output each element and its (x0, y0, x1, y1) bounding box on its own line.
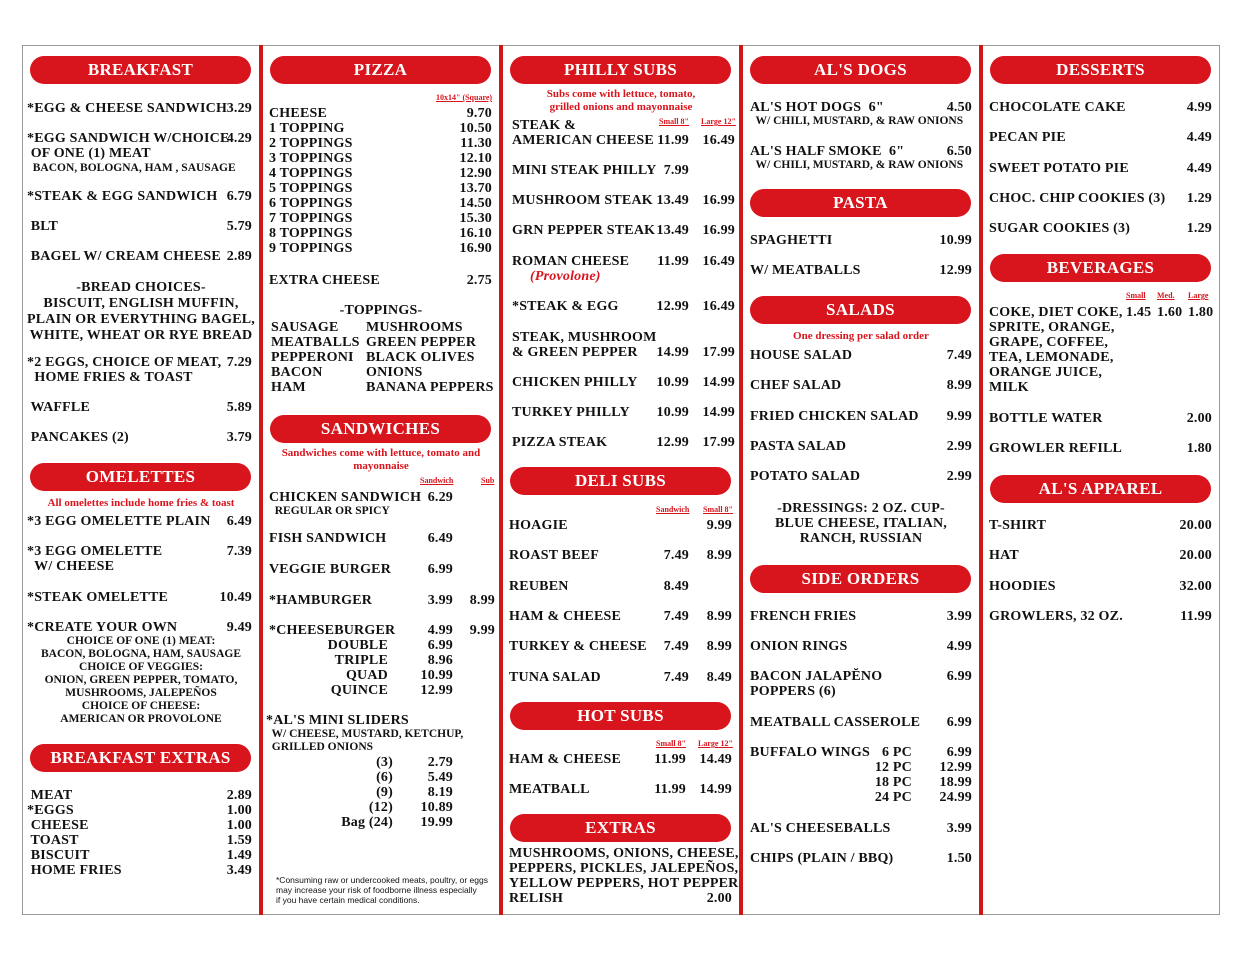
create-your-own-line: CHOICE OF CHEESE: (81, 700, 201, 712)
wings-count: 24 PC (874, 790, 912, 805)
philly-large-price: 16.49 (702, 299, 735, 314)
wings-count: 12 PC (874, 760, 912, 775)
disclaimer-line: *Consuming raw or undercooked meats, poultry, or eggs (276, 875, 488, 885)
breakfast-extra-item-name: CHEESE (27, 818, 89, 833)
philly-note: grilled onions and mayonnaise (549, 101, 693, 113)
hot-small-price: 11.99 (654, 782, 686, 797)
side-item-price: 3.99 (946, 609, 972, 624)
deli-item-name: HAM & CHEESE (509, 608, 622, 624)
deli-sandwich-price: 7.49 (663, 608, 689, 624)
breakfast-extra-item-price: 3.49 (226, 863, 252, 878)
side-item-price: 3.99 (946, 821, 972, 836)
topping-right: BLACK OLIVES (366, 350, 475, 365)
pizza-item-price: 15.30 (459, 211, 492, 226)
deli-item-name: TURKEY & CHEESE (509, 639, 647, 655)
dessert-item-price: 4.99 (1186, 100, 1212, 115)
hot-col-large: Large 12" (698, 739, 733, 748)
side-item-price: 6.99 (946, 669, 972, 684)
sandwich-item-name: FISH SANDWICH (269, 531, 387, 546)
philly-subs-header: PHILLY SUBS (510, 56, 731, 84)
side-item-name: BACON JALAPĔNO (750, 669, 883, 684)
breakfast-extra-item-price: 1.59 (226, 833, 252, 848)
philly-small-price: 14.99 (656, 345, 689, 360)
deli-small-price: 8.99 (706, 608, 732, 624)
philly-small-price: 13.49 (656, 223, 689, 238)
breakfast-item-detail: OF ONE (1) MEAT (27, 146, 151, 161)
deli-col-sandwich: Sandwich (656, 505, 690, 514)
philly-small-price: 10.99 (656, 405, 689, 420)
deli-item-name: TUNA SALAD (509, 669, 601, 685)
topping-right: ONIONS (366, 365, 423, 380)
slider-count: (3) (376, 755, 393, 770)
pasta-item-name: W/ MEATBALLS (750, 263, 861, 278)
sandwich-item-price: 4.99 (427, 623, 453, 638)
deli-sandwich-price: 8.49 (663, 578, 689, 594)
apparel-item-price: 20.00 (1179, 518, 1212, 533)
apparel-item-name: T-SHIRT (989, 518, 1047, 533)
pizza-item-name: CHEESE (269, 106, 327, 121)
beverage-item-name: GROWLER REFILL (989, 441, 1123, 456)
create-your-own-line: AMERICAN OR PROVOLONE (60, 713, 222, 725)
slider-count: (9) (376, 785, 393, 800)
breakfast-item-price: 4.29 (226, 131, 252, 146)
column-divider (739, 45, 743, 915)
toppings-title: -TOPPINGS- (339, 303, 423, 318)
side-item-detail: POPPERS (6) (750, 684, 836, 699)
philly-large-price: 14.99 (702, 405, 735, 420)
extras-line: RELISH (509, 891, 564, 906)
side-orders-header: SIDE ORDERS (750, 565, 971, 593)
breakfast-item-detail: HOME FRIES & TOAST (27, 370, 193, 385)
apparel-item-price: 11.99 (1180, 608, 1212, 624)
breakfast-item-price: 5.89 (226, 400, 252, 415)
pizza-extra-cheese-name: EXTRA CHEESE (269, 273, 380, 288)
omelette-item-name: *STEAK OMELETTE (27, 590, 169, 605)
philly-small-price: 11.99 (657, 133, 689, 148)
salad-item-price: 2.99 (946, 438, 972, 454)
bread-choices-line: -BREAD CHOICES- (76, 280, 206, 295)
hot-col-small: Small 8" (656, 739, 686, 748)
soda-med-price: 1.60 (1157, 305, 1183, 320)
topping-right: MUSHROOMS (366, 320, 463, 335)
philly-col-large: Large 12" (701, 117, 736, 126)
slider-price: 2.79 (427, 755, 453, 770)
deli-small-price: 8.49 (706, 669, 732, 685)
beverage-item-price: 2.00 (1186, 411, 1212, 426)
side-item-name: AL'S CHEESEBALLS (750, 821, 891, 836)
breakfast-item-name: *EGG & CHEESE SANDWICH (27, 101, 228, 116)
breakfast-extra-item-price: 1.49 (226, 848, 252, 863)
beverage-col-med: Med. (1157, 291, 1175, 300)
apparel-item-name: GROWLERS, 32 OZ. (989, 608, 1123, 624)
philly-item-name: STEAK & (512, 118, 577, 133)
breakfast-item-price: 3.79 (226, 430, 252, 445)
dessert-item-name: CHOCOLATE CAKE (989, 100, 1126, 115)
salad-item-name: PASTA SALAD (750, 438, 847, 454)
philly-item-name: ROMAN CHEESE (512, 254, 630, 269)
hot-dog-item-name: AL'S HOT DOGS 6" (750, 100, 884, 115)
beverage-item-name: BOTTLE WATER (989, 411, 1103, 426)
soda-small-price: 1.45 (1126, 305, 1152, 320)
salad-item-price: 8.99 (946, 378, 972, 394)
burger-size-price: 6.99 (427, 638, 453, 653)
breakfast-item-name: *2 EGGS, CHOICE OF MEAT, (27, 355, 222, 370)
sandwiches-col-sub: Sub (481, 476, 495, 485)
omelette-item-detail: W/ CHEESE (27, 559, 115, 574)
breakfast-header: BREAKFAST (30, 56, 251, 84)
slider-price: 5.49 (427, 770, 453, 785)
omelette-item-name: *CREATE YOUR OWN (27, 620, 178, 635)
sandwich-item-sub-price: 8.99 (469, 593, 495, 608)
disclaimer-line: if you have certain medical conditions. (276, 895, 420, 905)
omelette-item-price: 7.39 (226, 544, 252, 559)
deli-small-price: 8.99 (706, 548, 732, 564)
create-your-own-line: CHOICE OF VEGGIES: (79, 661, 203, 673)
breakfast-extra-item-name: BISCUIT (27, 848, 90, 863)
side-item-name: CHIPS (PLAIN / BBQ) (750, 851, 894, 866)
pizza-item-name: 3 TOPPINGS (269, 151, 353, 166)
pizza-item-price: 9.70 (466, 106, 492, 121)
sandwiches-header: SANDWICHES (270, 415, 491, 443)
deli-sandwich-price: 7.49 (663, 639, 689, 655)
breakfast-item-price: 7.29 (226, 355, 252, 370)
philly-large-price: 14.99 (702, 375, 735, 390)
hot-dog-item-name: AL'S HALF SMOKE 6" (750, 144, 905, 159)
breakfast-item-name: BLT (27, 219, 59, 234)
philly-small-price: 11.99 (657, 254, 689, 269)
breakfast-item-price: 3.29 (226, 101, 252, 116)
breakfast-item-name: *EGG SANDWICH W/CHOICE (27, 131, 230, 146)
philly-item-name: TURKEY PHILLY (512, 405, 630, 420)
burger-size-name: QUINCE (330, 683, 388, 698)
breakfast-item-name: BAGEL W/ CREAM CHEESE (27, 249, 221, 264)
breakfast-extra-item-price: 2.89 (226, 788, 252, 803)
breakfast-item-name: *STEAK & EGG SANDWICH (27, 189, 218, 204)
philly-item-name: MINI STEAK PHILLY (512, 163, 657, 178)
pizza-item-name: 5 TOPPINGS (269, 181, 353, 196)
hot-dog-item-price: 6.50 (946, 144, 972, 159)
sandwich-item-price: 6.49 (427, 531, 453, 546)
philly-item-detail: (Provolone) (530, 269, 601, 284)
philly-small-price: 7.99 (663, 163, 689, 178)
breakfast-extra-item-price: 1.00 (226, 803, 252, 818)
salad-item-name: POTATO SALAD (750, 469, 861, 485)
breakfast-item-price: 5.79 (226, 219, 252, 234)
philly-item-name: CHICKEN PHILLY (512, 375, 638, 390)
column-divider (499, 45, 503, 915)
burger-size-price: 8.96 (427, 653, 453, 668)
deli-small-price: 9.99 (706, 518, 732, 533)
burger-size-name: DOUBLE (327, 638, 388, 653)
dessert-item-price: 4.49 (1186, 130, 1212, 146)
breakfast-extra-item-name: TOAST (27, 833, 79, 848)
breakfast-extra-item-name: *EGGS (27, 803, 74, 818)
pizza-item-price: 11.30 (460, 136, 492, 151)
slider-price: 10.89 (420, 800, 453, 815)
pasta-header: PASTA (750, 189, 971, 217)
soda-line: TEA, LEMONADE, (989, 350, 1114, 365)
salad-item-name: CHEF SALAD (750, 378, 842, 394)
philly-item-detail: AMERICAN CHEESE (512, 133, 654, 148)
pizza-item-price: 12.10 (459, 151, 492, 166)
dressings-line: -DRESSINGS: 2 OZ. CUP- (777, 501, 945, 516)
pizza-item-price: 16.10 (459, 226, 492, 241)
wings-count: 6 PC (882, 745, 912, 760)
side-item-name: FRENCH FRIES (750, 609, 857, 624)
hot-dog-detail: W/ CHILI, MUSTARD, & RAW ONIONS (750, 159, 964, 171)
topping-left: HAM (271, 380, 306, 395)
beverage-col-large: Large (1188, 291, 1209, 300)
philly-large-price: 16.99 (702, 223, 735, 238)
breakfast-extras-header: BREAKFAST EXTRAS (30, 744, 251, 772)
pasta-item-name: SPAGHETTI (750, 233, 833, 248)
extras-price: 2.00 (706, 891, 732, 906)
philly-item-name: PIZZA STEAK (512, 435, 608, 450)
pizza-item-price: 13.70 (459, 181, 492, 196)
breakfast-item-name: WAFFLE (27, 400, 90, 415)
mini-sliders-detail: GRILLED ONIONS (266, 741, 374, 753)
deli-sandwich-price: 7.49 (663, 548, 689, 564)
hot-small-price: 11.99 (654, 752, 686, 767)
salads-note: One dressing per salad order (793, 330, 929, 342)
dessert-item-price: 1.29 (1186, 190, 1212, 206)
pizza-item-name: 2 TOPPINGS (269, 136, 353, 151)
sandwich-item-price: 3.99 (427, 593, 453, 608)
philly-item-name: MUSHROOM STEAK (512, 193, 653, 208)
beverages-header: BEVERAGES (990, 254, 1211, 282)
pizza-item-name: 4 TOPPINGS (269, 166, 353, 181)
slider-price: 8.19 (427, 785, 453, 800)
sandwich-item-price: 6.99 (427, 562, 453, 577)
pizza-item-name: 1 TOPPING (269, 121, 345, 136)
salad-item-price: 9.99 (946, 408, 972, 424)
philly-col-small: Small 8" (659, 117, 689, 126)
bread-choices-line: WHITE, WHEAT OR RYE BREAD (29, 328, 253, 343)
burger-size-price: 12.99 (420, 683, 453, 698)
pizza-header: PIZZA (270, 56, 491, 84)
philly-item-name: STEAK, MUSHROOM (512, 330, 657, 345)
pizza-item-price: 10.50 (459, 121, 492, 136)
desserts-header: DESSERTS (990, 56, 1211, 84)
deli-subs-header: DELI SUBS (510, 467, 731, 495)
topping-left: MEATBALLS (271, 335, 360, 350)
topping-right: BANANA PEPPERS (366, 380, 494, 395)
dressings-line: BLUE CHEESE, ITALIAN, (775, 516, 947, 531)
sandwich-item-name: VEGGIE BURGER (269, 562, 392, 577)
column-divider (259, 45, 263, 915)
pizza-item-name: 7 TOPPINGS (269, 211, 353, 226)
salads-header: SALADS (750, 296, 971, 324)
burger-size-price: 10.99 (420, 668, 453, 683)
slider-count: Bag (24) (341, 815, 393, 830)
deli-sandwich-price: 7.49 (663, 669, 689, 685)
pizza-item-name: 6 TOPPINGS (269, 196, 353, 211)
sandwiches-col-sandwich: Sandwich (420, 476, 454, 485)
mini-sliders-detail: W/ CHEESE, MUSTARD, KETCHUP, (266, 728, 464, 740)
mini-sliders-name: *AL'S MINI SLIDERS (266, 713, 409, 728)
pizza-item-price: 12.90 (459, 166, 492, 181)
hot-item-name: HAM & CHEESE (509, 752, 622, 767)
breakfast-extra-item-price: 1.00 (226, 818, 252, 833)
sandwiches-note: Sandwiches come with lettuce, tomato and mayonnaise (281, 447, 481, 472)
wings-price: 6.99 (946, 745, 972, 760)
create-your-own-line: ONION, GREEN PEPPER, TOMATO, (44, 674, 238, 686)
extras-header: EXTRAS (510, 814, 731, 842)
philly-small-price: 13.49 (656, 193, 689, 208)
burger-size-name: TRIPLE (334, 653, 388, 668)
side-item-price: 1.50 (946, 851, 972, 866)
create-your-own-line: BACON, BOLOGNA, HAM, SAUSAGE (41, 648, 241, 660)
topping-right: GREEN PEPPER (366, 335, 477, 350)
omelette-item-name: *3 EGG OMELETTE PLAIN (27, 514, 211, 529)
hot-large-price: 14.49 (699, 752, 732, 767)
breakfast-extra-item-name: MEAT (27, 788, 73, 803)
salad-item-name: HOUSE SALAD (750, 348, 853, 363)
bread-choices-line: BISCUIT, ENGLISH MUFFIN, (43, 296, 239, 311)
apparel-item-name: HOODIES (989, 578, 1056, 594)
breakfast-item-price: 2.89 (226, 249, 252, 264)
dessert-item-name: CHOC. CHIP COOKIES (3) (989, 190, 1166, 206)
sandwich-item-name: CHICKEN SANDWICH (269, 490, 422, 505)
sandwich-item-sub-price: 9.99 (469, 623, 495, 638)
salad-item-price: 7.49 (946, 348, 972, 363)
topping-left: PEPPERONI (271, 350, 354, 365)
slider-count: (12) (368, 800, 393, 815)
beverage-col-small: Small (1126, 291, 1146, 300)
apparel-item-name: HAT (989, 548, 1019, 564)
hot-subs-header: HOT SUBS (510, 702, 731, 730)
hot-large-price: 14.99 (699, 782, 732, 797)
wings-price: 24.99 (939, 790, 972, 805)
omelettes-note: All omelettes include home fries & toast (47, 497, 235, 509)
philly-large-price: 16.49 (702, 254, 735, 269)
soda-line: SPRITE, ORANGE, (989, 320, 1115, 335)
wings-price: 18.99 (939, 775, 972, 790)
apparel-item-price: 20.00 (1179, 548, 1212, 564)
philly-note: Subs come with lettuce, tomato, (546, 88, 696, 100)
salad-item-price: 2.99 (946, 469, 972, 485)
sandwich-item-name: *HAMBURGER (269, 593, 373, 608)
philly-small-price: 12.99 (656, 435, 689, 450)
soda-line: MILK (989, 380, 1029, 395)
pasta-item-price: 12.99 (939, 263, 972, 278)
wings-price: 12.99 (939, 760, 972, 775)
philly-large-price: 17.99 (702, 435, 735, 450)
dessert-item-price: 1.29 (1186, 221, 1212, 237)
column-divider (979, 45, 983, 915)
dessert-item-name: PECAN PIE (989, 130, 1066, 146)
buffalo-wings-name: BUFFALO WINGS (750, 745, 870, 760)
omelette-item-price: 10.49 (219, 590, 252, 605)
deli-col-small: Small 8" (703, 505, 733, 514)
topping-left: BACON (271, 365, 323, 380)
burger-size-name: QUAD (345, 668, 388, 683)
omelette-item-name: *3 EGG OMELETTE (27, 544, 163, 559)
hot-dog-detail: W/ CHILI, MUSTARD, & RAW ONIONS (750, 115, 964, 127)
pizza-item-price: 16.90 (459, 241, 492, 256)
deli-item-name: REUBEN (509, 578, 569, 594)
philly-item-name: *STEAK & EGG (512, 299, 619, 314)
dressings-line: RANCH, RUSSIAN (799, 531, 923, 546)
philly-small-price: 10.99 (656, 375, 689, 390)
omelette-item-price: 9.49 (226, 620, 252, 635)
breakfast-item-name: PANCAKES (2) (27, 430, 129, 445)
als-dogs-header: AL'S DOGS (750, 56, 971, 84)
create-your-own-line: CHOICE OF ONE (1) MEAT: (66, 635, 216, 647)
philly-large-price: 17.99 (702, 345, 735, 360)
omelette-item-price: 6.49 (226, 514, 252, 529)
soda-large-price: 1.80 (1188, 305, 1214, 320)
side-item-name: MEATBALL CASSEROLE (750, 715, 921, 730)
extras-line: MUSHROOMS, ONIONS, CHEESE, (509, 846, 739, 861)
deli-item-name: HOAGIE (509, 518, 568, 533)
dessert-item-name: SWEET POTATO PIE (989, 160, 1129, 176)
breakfast-extra-item-name: HOME FRIES (27, 863, 122, 878)
side-item-name: ONION RINGS (750, 639, 848, 654)
sandwich-item-price: 6.29 (427, 490, 453, 505)
philly-item-detail: & GREEN PEPPER (512, 345, 638, 360)
slider-price: 19.99 (420, 815, 453, 830)
soda-line: COKE, DIET COKE, (989, 305, 1123, 320)
philly-small-price: 12.99 (656, 299, 689, 314)
breakfast-item-detail: BACON, BOLOGNA, HAM , SAUSAGE (27, 162, 236, 174)
side-item-price: 6.99 (946, 715, 972, 730)
beverage-item-price: 1.80 (1186, 441, 1212, 456)
apparel-item-price: 32.00 (1179, 578, 1212, 594)
omelettes-header: OMELETTES (30, 463, 251, 491)
create-your-own-line: MUSHROOMS, JALEPEÑOS (65, 687, 217, 699)
disclaimer-line: may increase your risk of foodborne illness especially (276, 885, 477, 895)
dessert-item-price: 4.49 (1186, 160, 1212, 176)
side-item-price: 4.99 (946, 639, 972, 654)
salad-item-name: FRIED CHICKEN SALAD (750, 408, 919, 424)
sandwich-item-detail: REGULAR OR SPICY (269, 505, 390, 517)
philly-item-name: GRN PEPPER STEAK (512, 223, 656, 238)
als-apparel-header: AL'S APPAREL (990, 475, 1211, 503)
extras-line: PEPPERS, PICKLES, JALEPEÑOS, (509, 861, 739, 876)
bread-choices-line: PLAIN OR EVERYTHING BAGEL, (27, 312, 255, 327)
dessert-item-name: SUGAR COOKIES (3) (989, 221, 1131, 237)
pizza-item-name: 9 TOPPINGS (269, 241, 353, 256)
breakfast-item-price: 6.79 (226, 189, 252, 204)
deli-small-price: 8.99 (706, 639, 732, 655)
sandwich-item-name: *CHEESEBURGER (269, 623, 396, 638)
pizza-size-label: 10x14" (Square) (436, 93, 493, 102)
soda-line: GRAPE, COFFEE, (989, 335, 1109, 350)
topping-left: SAUSAGE (271, 320, 339, 335)
pizza-item-name: 8 TOPPINGS (269, 226, 353, 241)
hot-dog-item-price: 4.50 (946, 100, 972, 115)
philly-large-price: 16.49 (702, 133, 735, 148)
soda-line: ORANGE JUICE, (989, 365, 1103, 380)
wings-count: 18 PC (874, 775, 912, 790)
pasta-item-price: 10.99 (939, 233, 972, 248)
extras-line: YELLOW PEPPERS, HOT PEPPER (509, 876, 739, 891)
pizza-item-price: 14.50 (459, 196, 492, 211)
hot-item-name: MEATBALL (509, 782, 590, 797)
deli-item-name: ROAST BEEF (509, 548, 600, 564)
philly-large-price: 16.99 (702, 193, 735, 208)
pizza-extra-cheese-price: 2.75 (466, 273, 492, 288)
slider-count: (6) (376, 770, 393, 785)
